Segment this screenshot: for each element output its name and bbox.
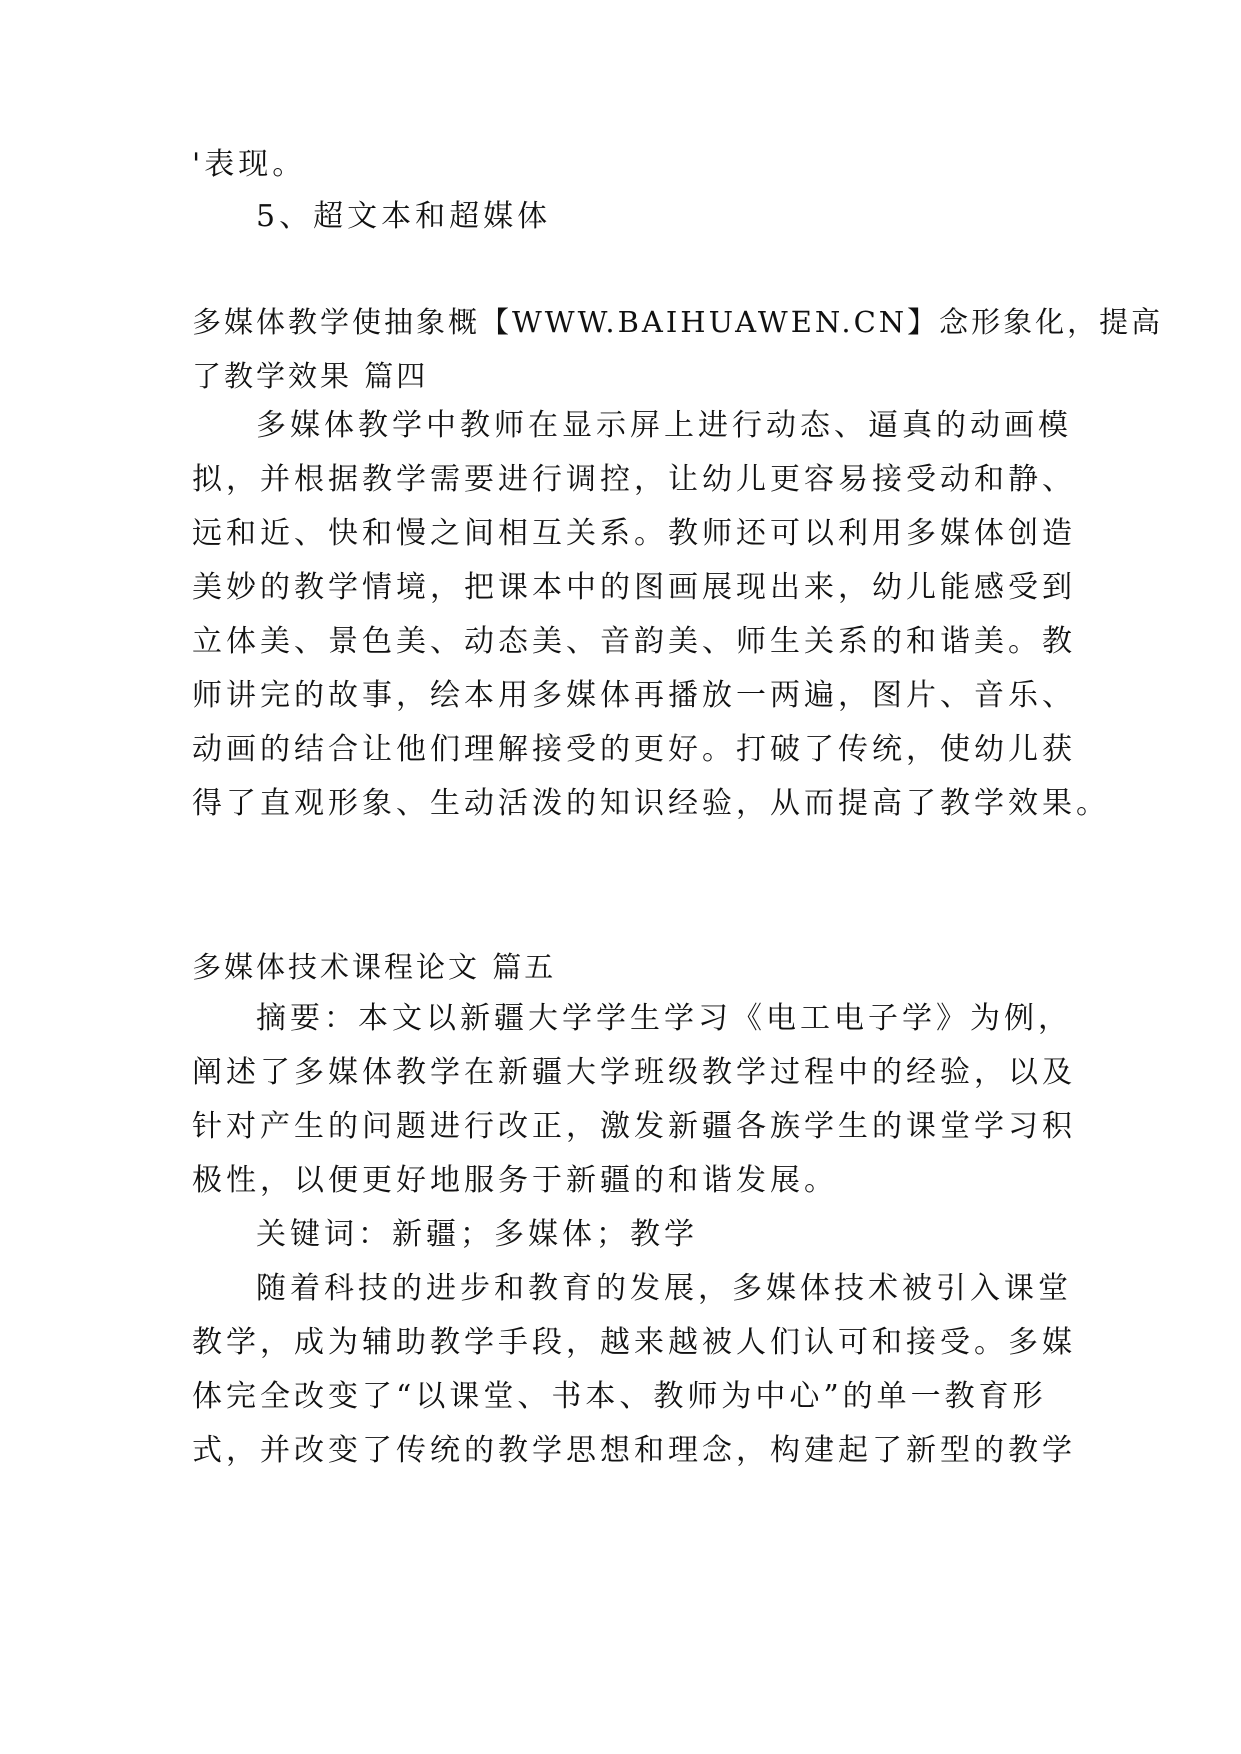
top-fragment [192, 145, 1062, 245]
section-five-title: 多媒体技术课程论文 篇五 [192, 950, 557, 984]
section-five [192, 947, 1076, 1527]
keywords-line: 关键词：新疆；多媒体；教学 [256, 1217, 698, 1252]
body-line: 式，并改变了传统的教学思想和理念，构建起了新型的教学 [192, 1433, 1076, 1468]
abstract-line: 针对产生的问题进行改正，激发新疆各族学生的课堂学习积 [192, 1109, 1076, 1144]
body-line: 教学，成为辅助教学手段，越来越被人们认可和接受。多媒 [192, 1325, 1076, 1360]
paragraph-line: 美妙的教学情境，把课本中的图画展现出来，幼儿能感受到 [192, 570, 1076, 605]
abstract-line: 阐述了多媒体教学在新疆大学班级教学过程中的经验，以及 [192, 1055, 1076, 1090]
continuation-line: '表现。 [192, 147, 307, 182]
list-item-5: 5、超文本和超媒体 [256, 199, 552, 234]
paragraph-line: 拟，并根据教学需要进行调控，让幼儿更容易接受动和静、 [192, 462, 1076, 497]
paragraph-line: 动画的结合让他们理解接受的更好。打破了传统，使幼儿获 [192, 732, 1076, 767]
section-four-title-line-1: 多媒体教学使抽象概【WWW.BAIHUAWEN.CN】念形象化，提高 [192, 305, 1164, 339]
body-line: 体完全改变了“以课堂、书本、教师为中心”的单一教育形 [192, 1379, 1047, 1414]
paragraph-line: 立体美、景色美、动态美、音韵美、师生关系的和谐美。教 [192, 624, 1076, 659]
section-four [192, 302, 1164, 882]
paragraph-line: 远和近、快和慢之间相互关系。教师还可以利用多媒体创造 [192, 516, 1076, 551]
body-line: 随着科技的进步和教育的发展，多媒体技术被引入课堂 [256, 1271, 1072, 1306]
abstract-line: 摘要：本文以新疆大学学生学习《电工电子学》为例， [256, 1001, 1072, 1036]
section-four-title-line-2: 了教学效果 篇四 [192, 359, 429, 393]
paragraph-line: 师讲完的故事，绘本用多媒体再播放一两遍，图片、音乐、 [192, 678, 1076, 713]
paragraph-line: 得了直观形象、生动活泼的知识经验，从而提高了教学效果。 [192, 786, 1110, 821]
abstract-line: 极性，以便更好地服务于新疆的和谐发展。 [192, 1163, 838, 1198]
paragraph-line: 多媒体教学中教师在显示屏上进行动态、逼真的动画模 [256, 408, 1072, 443]
